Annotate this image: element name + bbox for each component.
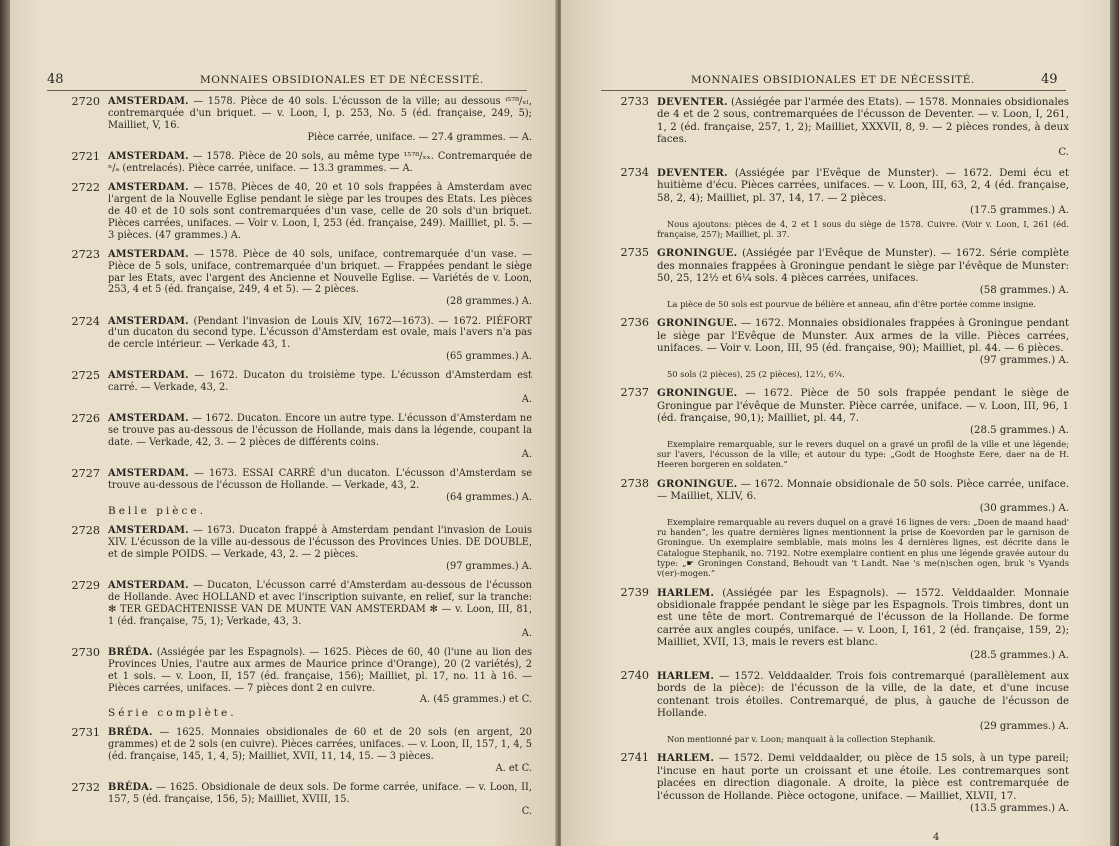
- entry-number: 2734: [620, 166, 649, 180]
- catalog-entry: [40, 151, 532, 175]
- catalog-entry: [40, 468, 532, 518]
- entry-weight: Pièce carrée, uniface. — 27.4 grammes. — A.: [307, 131, 532, 143]
- entry-weight: A.: [521, 449, 532, 461]
- catalog-entry: [40, 182, 532, 242]
- entry-weight: (13.5 grammes.) A.: [970, 803, 1069, 814]
- left-entries: [40, 96, 532, 825]
- entry-number: 2729: [71, 578, 100, 592]
- entry-text: (Assiégée par l'Evêque de Munster). — 1672. Demi écu et huitième d'écu. Pièces carrées, unifaces. — v. Loon, III, 63, 2, 4 (éd. française, 58, 2, 4); Mailliet, pl. 37, 14, 17. — 2 pièces.: [657, 168, 1069, 204]
- catalog-entry: [589, 317, 1069, 379]
- entry-city: BRÉDA.: [108, 727, 153, 739]
- entry-weight: (28.5 grammes.) A.: [970, 649, 1069, 661]
- entry-text: — 1578. Pièces de 40, 20 et 10 sols frappées à Amsterdam avec l'argent de la Nouvelle Eglise pendant le siège par les troupes des Etats. Les pièces de 40 et de 10 sols sont contremarquées d'un vase, celle de 20 sols d'un briquet. Pièces carrées, unifaces. — Voir v. Loon, I, 253 (éd. française, 249). Mailliet, pl. 5. — 3 pièces. (47 grammes.) A.: [108, 181, 532, 241]
- entry-text: (Assiégée par les Espagnols). — 1625. Pièces de 60, 40 (l'une au lion des Provinces Unies, l'autre aux armes de Maurice prince d'Orange), 20 (2 variétés), 2 et 1 sols. — v. Loon, II, 157 (éd. française, 156); Mailliet, pl. 17, no. 11 à 16. — Pièces carrées, unifaces. — 7 pièces dont 2 en cuivre.: [108, 646, 532, 694]
- catalog-entry: [40, 782, 532, 818]
- entry-body: [108, 782, 532, 818]
- catalog-entry: [40, 96, 532, 144]
- entry-city: AMSTERDAM.: [108, 525, 189, 537]
- entry-body: [657, 317, 1069, 379]
- catalog-entry: [589, 587, 1069, 662]
- entry-number: 2726: [71, 412, 100, 426]
- entry-text: (Pendant l'invasion de Louis XIV, 1672—1673). — 1672. PIÉFORT d'un ducaton du second type. L'écusson d'Amsterdam est ovale, mais l'avers n'a pas de cercle intérieur. — Verkade 43, 1.: [108, 315, 532, 351]
- entry-text: — 1625. Obsidionale de deux sols. De forme carrée, uniface. — v. Loon, II, 157, 5 (éd. française, 156, 5); Mailliet, XVIII, 15.: [108, 782, 532, 806]
- entry-number: 2741: [620, 751, 649, 765]
- entry-number: 2735: [620, 246, 649, 260]
- catalog-entry: [589, 247, 1069, 309]
- entry-city: DEVENTER.: [657, 167, 728, 180]
- left-header-rule: [47, 90, 527, 91]
- entry-weight: (28.5 grammes.) A.: [970, 425, 1069, 437]
- catalog-entry: [589, 96, 1069, 159]
- entry-text: — 1673. Ducaton frappé à Amsterdam pendant l'invasion de Louis XIV. L'écusson de la ville au-dessous de l'écusson des Provinces Unies. DE DOUBLE, et de simple POIDS. — Verkade, 43, 2. — 2 pièces.: [108, 525, 532, 560]
- entry-text: — 1672. Monnaies obsidionales frappées à Groningue pendant le siège par l'Evêque de Munster. Aux armes de la ville. Pièces carrées, unifaces. — Voir v. Loon, III, 95 (éd. française, 90); Mailliet, pl. 44. — 6 pièces.: [657, 318, 1069, 354]
- right-page: [561, 0, 1110, 846]
- entry-number: 2722: [71, 180, 100, 194]
- entry-weight: (17.5 grammes.) A.: [970, 205, 1069, 217]
- left-page-number: 48: [47, 72, 64, 87]
- entry-city: GRONINGUE.: [657, 317, 738, 330]
- entry-weight: (97 grammes.) A.: [446, 560, 532, 572]
- entry-number: 2736: [620, 316, 649, 330]
- entry-city: AMSTERDAM.: [108, 150, 189, 162]
- entry-number: 2721: [71, 149, 100, 163]
- signature-mark: 4: [933, 832, 940, 843]
- entry-body: [657, 247, 1069, 309]
- right-header-rule: [601, 90, 1066, 91]
- entry-number: 2732: [71, 781, 100, 795]
- entry-city: HARLEM.: [657, 586, 715, 599]
- entry-note: Exemplaire remarquable, sur le revers duquel on a gravé un profil de la ville et une légende; sur l'avers, l'écusson de la ville; et autour du type: „Godt de Hooghste Eere, daer na de H. Heeren borgeren en soldaten.”: [657, 438, 1069, 470]
- entry-body: [108, 96, 532, 144]
- entry-city: HARLEM.: [657, 670, 715, 683]
- entry-city: BRÉDA.: [108, 646, 153, 658]
- catalog-entry: [589, 478, 1069, 579]
- entry-weight: (58 grammes.) A.: [979, 285, 1069, 297]
- entry-note: Nous ajoutons: pièces de 4, 2 et 1 sous du siège de 1578. Cuivre. (Voir v. Loon, I, 261 (éd. française, 257); Mailliet, pl. 37.: [657, 218, 1069, 239]
- left-page: [10, 0, 558, 846]
- right-page-number: 49: [1041, 72, 1058, 87]
- entry-text: (Assiégée par l'armée des Etats). — 1578. Monnaies obsidionales de 4 et de 2 sous, contremarquées de l'écusson de Deventer. — v. Loon, I, 261, 1, 2 (éd. française, 257, 1, 2); Mailliet, XXXVII, 8, 9. — 2 pièces rondes, à deux faces.: [657, 97, 1069, 146]
- entry-number: 2727: [71, 467, 100, 481]
- catalog-entry: [40, 413, 532, 461]
- entry-body: [108, 413, 532, 461]
- entry-city: AMSTERDAM.: [108, 181, 189, 193]
- right-running-head: MONNAIES OBSIDIONALES ET DE NÉCESSITÉ.: [691, 74, 975, 86]
- entry-body: [108, 727, 532, 775]
- entry-text: (Assiégée par l'Evêque de Munster). — 1672. Série complète des monnaies frappées à Groningue pendant le siège par l'évêque de Munster: 50, 25, 12½ et 6¼ sols. 4 pièces carrées, unifaces.: [657, 248, 1069, 285]
- entry-text: — 1625. Monnaies obsidionales de 60 et de 20 sols (en argent, 20 grammes) et de 2 sols (en cuivre). Pièces carrées, unifaces. — v. Loon, II, 157, 1, 4, 5 (éd. française, 145, 1, 4, 5); Mailliet, XVII, 11, 14, 15. — 3 pièces.: [108, 727, 533, 763]
- entry-city: AMSTERDAM.: [108, 96, 189, 107]
- entry-number: 2737: [620, 386, 649, 400]
- entry-city: AMSTERDAM.: [108, 413, 189, 425]
- entry-text: — 1578. Pièce de 40 sols. L'écusson de la ville; au dessous ⁱ⁵⁷⁸/ₓₗ, contremarquée d'un briquet. — v. Loon, I, p. 253, No. 5 (éd. française, 249, 5); Mailliet, V, 16.: [108, 96, 532, 131]
- catalog-entry: [40, 727, 532, 775]
- catalog-entry: [40, 525, 532, 573]
- entry-text: — 1578. Pièce de 20 sols, au même type ¹⁵⁷⁸/ₓₓ. Contremarquée de ⁿ/ₐ (entrelacés). Pièce carrée, uniface. — 13.3 grammes. — A.: [108, 150, 532, 174]
- entry-number: 2723: [71, 247, 100, 261]
- entry-weight: (30 grammes.) A.: [979, 503, 1069, 515]
- entry-body: [657, 96, 1069, 159]
- entry-number: 2730: [71, 645, 100, 659]
- entry-note: La pièce de 50 sols est pourvue de bélière et anneau, afin d'être portée comme insigne.: [667, 298, 1037, 309]
- entry-remark: Série complète.: [108, 707, 237, 720]
- catalog-entry: [40, 647, 532, 721]
- entry-weight: A. (45 grammes.) et C.: [419, 694, 532, 706]
- entry-body: [657, 670, 1069, 744]
- entry-city: GRONINGUE.: [657, 387, 738, 400]
- entry-city: AMSTERDAM.: [108, 370, 189, 382]
- entry-body: [108, 647, 532, 721]
- entry-number: 2725: [71, 369, 100, 383]
- entry-number: 2724: [71, 314, 100, 328]
- entry-text: — 1572. Velddaalder. Trois fois contremarqué (parallèlement aux bords de la pièce): de l'écusson de la ville, de la date, et d'une incuse contenant trois étoiles. Contremarqué, de plus, à gauche de l'écusson de Hollande.: [657, 671, 1069, 720]
- entry-city: BRÉDA.: [108, 782, 153, 794]
- entry-body: [657, 752, 1069, 815]
- entry-city: HARLEM.: [657, 752, 715, 765]
- catalog-entry: [589, 752, 1069, 815]
- entry-weight: C.: [521, 806, 532, 818]
- catalog-entry: [589, 167, 1069, 239]
- catalog-entry: [589, 387, 1069, 470]
- entry-number: 2731: [71, 726, 100, 740]
- entry-body: [108, 182, 532, 242]
- entry-body: [657, 167, 1069, 239]
- entry-body: [108, 468, 532, 518]
- entry-city: AMSTERDAM.: [108, 579, 189, 591]
- catalog-entry: [589, 670, 1069, 744]
- entry-text: (Assiégée par les Espagnols). — 1572. Velddaalder. Monnaie obsidionale frappée pendant le siège par les Espagnols. Trois timbres, dont un est une tête de mort. Contremarqué de l'écusson de la Hollande. De forme carrée aux angles coupés, uniface. — v. Loon, I, 161, 2 (éd. française, 159, 2); Mailliet, XVII, 13, mais le revers est blanc.: [657, 587, 1069, 649]
- entry-text: — 1672. Monnaie obsidionale de 50 sols. Pièce carrée, uniface. — Mailliet, XLIV, 6.: [657, 478, 1069, 503]
- entry-text: — Ducaton, L'écusson carré d'Amsterdam au-dessous de l'écusson de Hollande. Avec HOLLAND et avec l'inscription suivante, en relief, sur la tranche: ✻ TER GEDACHTENISSE VAN DE MUNTE VAN AMSTERDAM ✻ — v. Loon, III, 81, 1 (éd. française, 75, 1); Verkade, 43, 3.: [108, 579, 532, 627]
- entry-body: [108, 316, 532, 364]
- entry-city: GRONINGUE.: [657, 477, 738, 490]
- entry-text: — 1672. Pièce de 50 sols frappée pendant le siège de Groningue par l'évêque de Munster. Pièce carrée, uniface. — v. Loon, III, 96, 1 (éd. française, 90,1); Mailliet, pl. 44, 7.: [657, 388, 1069, 424]
- entry-weight: C.: [1058, 146, 1069, 158]
- entry-weight: A.: [521, 627, 532, 639]
- book-edge-left: [0, 0, 10, 846]
- entry-city: AMSTERDAM.: [108, 248, 189, 260]
- entry-body: [108, 151, 532, 175]
- entry-body: [108, 525, 532, 573]
- entry-number: 2740: [620, 669, 649, 683]
- right-entries: [589, 96, 1069, 823]
- entry-weight: A.: [521, 394, 532, 406]
- entry-text: — 1672. Ducaton du troisième type. L'écusson d'Amsterdam est carré. — Verkade, 43, 2.: [108, 370, 532, 394]
- entry-number: 2738: [620, 476, 649, 490]
- entry-body: [657, 387, 1069, 470]
- entry-city: AMSTERDAM.: [108, 468, 189, 480]
- entry-text: — 1673. ESSAI CARRÉ d'un ducaton. L'écusson d'Amsterdam se trouve au-dessous de l'écusson de Hollande. — Verkade, 43, 2.: [108, 468, 532, 492]
- entry-weight: A. et C.: [495, 763, 532, 775]
- entry-body: [108, 580, 532, 640]
- entry-body: [657, 587, 1069, 662]
- entry-body: [108, 370, 532, 406]
- catalog-entry: [40, 580, 532, 640]
- entry-text: — 1578. Pièce de 40 sols, uniface, contremarquée d'un vase. — Pièce de 5 sols, uniface, contremarquée d'un briquet. — Frappées pendant le siège par les Etats, avec l'argent des Ancienne et Nouvelle Eglise. — Variétés de v. Loon, 253, 4 et 5 (éd. française, 249, 4 et 5). — 2 pièces.: [108, 248, 532, 296]
- entry-city: DEVENTER.: [657, 96, 728, 108]
- entry-body: [108, 249, 532, 309]
- catalog-entry: [40, 316, 532, 364]
- entry-number: 2728: [71, 524, 100, 538]
- entry-weight: (29 grammes.) A.: [979, 720, 1069, 732]
- catalog-entry: [40, 370, 532, 406]
- entry-note: Exemplaire remarquable au revers duquel on a gravé 16 lignes de vers: „Doen de maand haad' ru handen”, les quatre dernières lignes mentionnent la prise de Koevorden par le garnison de Groningue. Un exemplaire semblable, mais moins les 4 dernières lignes, est décrite dans le Catalogue Stephanik, no. 7192. Notre exemplaire contient en plus une légende gravée autour du type: „☛ Groningen Constand, Behoudt van 't Landt. Nae 's me(n)schen ogen, bruk 's Vyands v(er)-mogen.”: [657, 516, 1069, 579]
- entry-note: Non mentionné par v. Loon; manquait à la collection Stephanik.: [667, 734, 936, 745]
- entry-body: [657, 478, 1069, 579]
- book-edge-right: [1110, 0, 1119, 846]
- entry-weight: (64 grammes.) A.: [446, 492, 532, 504]
- entry-weight: (28 grammes.) A.: [446, 296, 532, 308]
- entry-number: 2733: [620, 95, 649, 108]
- entry-weight: (65 grammes.) A.: [446, 351, 532, 363]
- entry-text: — 1572. Demi velddaalder, ou pièce de 15 sols, à un type pareil; l'incuse en haut porte un croissant et une étoile. Les contremarques sont placées en direction diagonale. A droite, la pièce est contremarquée de l'écusson de Hollande. Pièce octogone, uniface. — Mailliet, XLVII, 17.: [657, 753, 1069, 802]
- left-running-head: MONNAIES OBSIDIONALES ET DE NÉCESSITÉ.: [200, 74, 484, 86]
- entry-number: 2720: [71, 95, 100, 108]
- catalog-entry: [40, 249, 532, 309]
- entry-city: GRONINGUE.: [657, 247, 738, 260]
- entry-number: 2739: [620, 585, 649, 599]
- entry-city: AMSTERDAM.: [108, 315, 189, 327]
- entry-weight: (97 grammes.) A.: [979, 355, 1069, 367]
- entry-remark: Belle pièce.: [108, 504, 206, 517]
- entry-note: 50 sols (2 pièces), 25 (2 pièces), 12½, 6¼.: [667, 368, 845, 379]
- entry-text: — 1672. Ducaton. Encore un autre type. L'écusson d'Amsterdam ne se trouve pas au-dessous de l'écusson de Hollande, mais dans la légende, coupant la date. — Verkade, 42, 3. — 2 pièces de différents coins.: [108, 413, 532, 449]
